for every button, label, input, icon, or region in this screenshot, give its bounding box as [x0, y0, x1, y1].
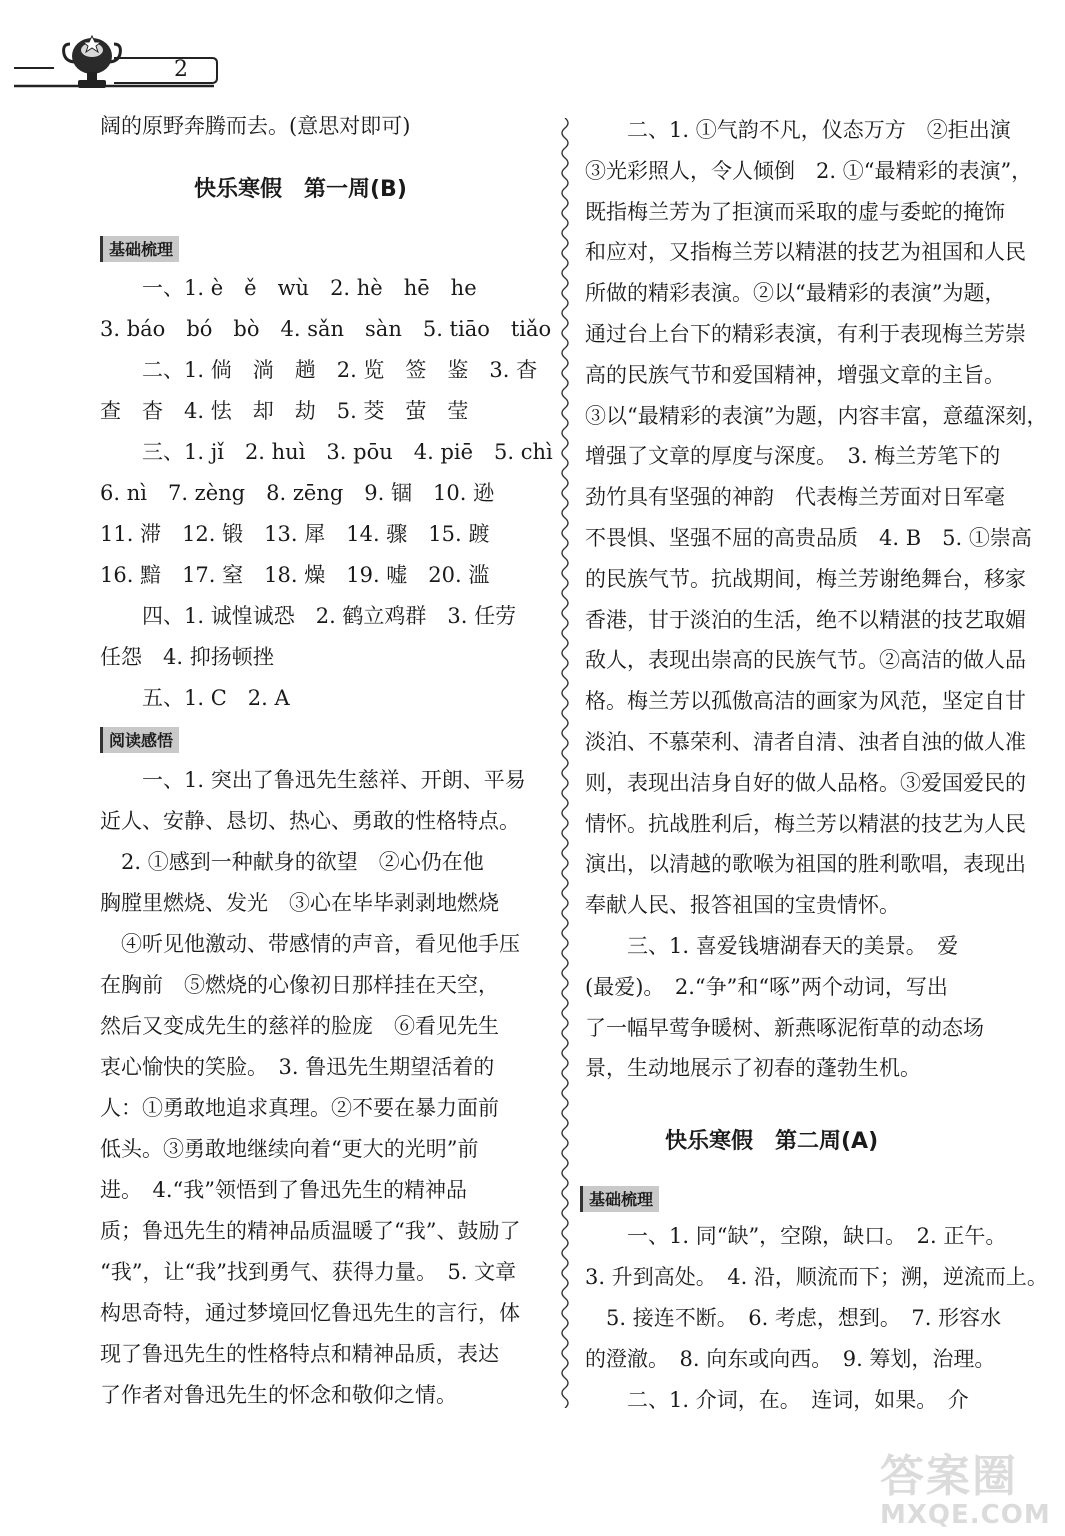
text-line: 16. 黯 17. 窒 18. 燥 19. 嘘 20. 滥 — [100, 563, 490, 587]
watermark-url: MXQE.COM — [880, 1500, 1051, 1530]
text-line: 质；鲁迅先生的精神品质温暖了“我”、鼓励了 — [100, 1219, 521, 1243]
text-line: 所做的精彩表演。②以“最精彩的表演”为题， — [585, 281, 1006, 306]
text-line: 敌人，表现出崇高的民族气节。②高洁的做人品 — [585, 648, 1026, 673]
text-line: 奉献人民、报答祖国的宝贵情怀。 — [585, 893, 900, 918]
watermark — [880, 1440, 1060, 1530]
text-line: 二、1. ①气韵不凡，仪态万方 ②拒出演 — [585, 118, 1011, 142]
text-line: 人：①勇敢地追求真理。②不要在暴力面前 — [100, 1096, 499, 1120]
text-line: 进。 4.“我”领悟到了鲁迅先生的精神品 — [100, 1178, 468, 1202]
text-line: 五、1. C 2. A — [100, 686, 290, 710]
section-heading-basic: 基础梳理 — [100, 236, 179, 262]
text-line: 演出，以清越的歌喉为祖国的胜利歌唱，表现出 — [585, 852, 1026, 877]
text-line: 高的民族气节和爱国精神，增强文章的主旨。 — [585, 362, 1005, 387]
text-line: 的民族气节。抗战期间，梅兰芳谢绝舞台，移家 — [585, 566, 1026, 591]
text-line: 情怀。抗战胜利后，梅兰芳以精湛的技艺为人民 — [585, 811, 1026, 836]
text-line: 近人、安静、恳切、热心、勇敢的性格特点。 — [100, 809, 520, 833]
text-line: 阔的原野奔腾而去。(意思对即可) — [100, 114, 411, 138]
text-line: 和应对，又指梅兰芳以精湛的技艺为祖国和人民 — [585, 240, 1026, 265]
text-line: 二、1. 介词，在。 连词，如果。 介 — [585, 1388, 969, 1412]
text-line: ③以“最精彩的表演”为题，内容丰富，意蕴深刻， — [585, 403, 1048, 428]
text-line: 二、1. 倘 淌 趟 2. 览 签 鉴 3. 杳 — [100, 358, 538, 382]
text-line: ③光彩照人，令人倾倒 2. ①“最精彩的表演”， — [585, 158, 1033, 183]
text-line: 既指梅兰芳为了拒演而采取的虚与委蛇的掩饰 — [585, 199, 1005, 224]
text-line: 现了鲁迅先生的性格特点和精神品质，表达 — [100, 1342, 499, 1366]
text-line: 四、1. 诚惶诚恐 2. 鹤立鸡群 3. 任劳 — [100, 604, 517, 628]
text-line: 然后又变成先生的慈祥的脸庞 ⑥看见先生 — [100, 1014, 499, 1038]
text-line: 查 杳 4. 怯 却 劫 5. 茭 萤 莹 — [100, 399, 469, 423]
watermark-logo: 答案圈 — [880, 1451, 1018, 1502]
text-line: 的澄澈。 8. 向东或向西。 9. 筹划，治理。 — [585, 1347, 996, 1371]
text-line: 则，表现出洁身自好的做人品格。③爱国爱民的 — [585, 770, 1026, 795]
text-line: 不畏惧、坚强不屈的高贵品质 4. B 5. ①崇高 — [585, 526, 1032, 550]
text-line: 3. báo bó bò 4. sǎn sàn 5. tiāo tiǎo — [100, 317, 552, 341]
text-line: 11. 滞 12. 锻 13. 犀 14. 骤 15. 踱 — [100, 522, 490, 546]
page-header — [14, 46, 219, 90]
text-line: 胸膛里燃烧、发光 ③心在毕毕剥剥地燃烧 — [100, 891, 499, 915]
text-line: 任怨 4. 抑扬顿挫 — [100, 645, 274, 669]
text-line: 格。梅兰芳以孤傲高洁的画家为风范，坚定自甘 — [585, 689, 1026, 714]
text-line: 一、1. 同“缺”，空隙，缺口。 2. 正午。 — [585, 1224, 1007, 1248]
text-line: 三、1. 喜爱钱塘湖春天的美景。 爱 — [585, 934, 959, 958]
text-line: 了一幅早莺争暖树、新燕啄泥衔草的动态场 — [585, 1015, 984, 1040]
text-line: 衷心愉快的笑脸。 3. 鲁迅先生期望活着的 — [100, 1055, 495, 1079]
page-number: 2 — [174, 57, 188, 82]
section-heading-basic: 基础梳理 — [580, 1186, 659, 1212]
text-line: 2. ①感到一种献身的欲望 ②心仍在他 — [100, 850, 484, 874]
text-line: 低头。③勇敢地继续向着“更大的光明”前 — [100, 1137, 479, 1161]
text-line: 通过台上台下的精彩表演，有利于表现梅兰芳崇 — [585, 322, 1026, 346]
text-line: 景，生动地展示了初春的蓬勃生机。 — [585, 1056, 921, 1081]
text-line: “我”，让“我”找到勇气、获得力量。 5. 文章 — [100, 1260, 517, 1284]
text-line: ④听见他激动、带感情的声音，看见他手压 — [100, 932, 520, 956]
text-line: 了作者对鲁迅先生的怀念和敬仰之情。 — [100, 1383, 457, 1407]
week-title: 快乐寒假 第一周(B) — [194, 177, 407, 202]
text-line: 劲竹具有坚强的神韵 代表梅兰芳面对日军毫 — [585, 485, 1005, 510]
text-line: 一、1. è ě wù 2. hè hē he — [100, 276, 477, 300]
section-heading-reading: 阅读感悟 — [100, 727, 179, 753]
text-line: 三、1. jǐ 2. huì 3. pōu 4. piē 5. chì — [100, 440, 553, 464]
text-line: 一、1. 突出了鲁迅先生慈祥、开朗、平易 — [100, 768, 526, 792]
text-line: 在胸前 ⑤燃烧的心像初日那样挂在天空， — [100, 973, 499, 997]
week-title: 快乐寒假 第二周(A) — [665, 1129, 879, 1154]
text-line: 构思奇特，通过梦境回忆鲁迅先生的言行，体 — [100, 1301, 520, 1325]
text-line: 香港，甘于淡泊的生活，绝不以精湛的技艺取媚 — [585, 607, 1026, 632]
text-line: 淡泊、不慕荣利、清者自清、浊者自浊的做人准 — [585, 730, 1026, 754]
column-divider — [558, 118, 572, 1408]
text-line: 增强了文章的厚度与深度。 3. 梅兰芳笔下的 — [585, 444, 1001, 469]
text-line: 6. nì 7. zèng 8. zēng 9. 锢 10. 逊 — [100, 481, 495, 505]
text-line: (最爱)。 2.“争”和“啄”两个动词，写出 — [585, 974, 948, 999]
text-line: 3. 升到高处。 4. 沿，顺流而下；溯，逆流而上。 — [585, 1265, 1048, 1289]
trophy-icon — [60, 30, 124, 92]
text-line: 5. 接连不断。 6. 考虑，想到。 7. 形容水 — [585, 1306, 1002, 1330]
